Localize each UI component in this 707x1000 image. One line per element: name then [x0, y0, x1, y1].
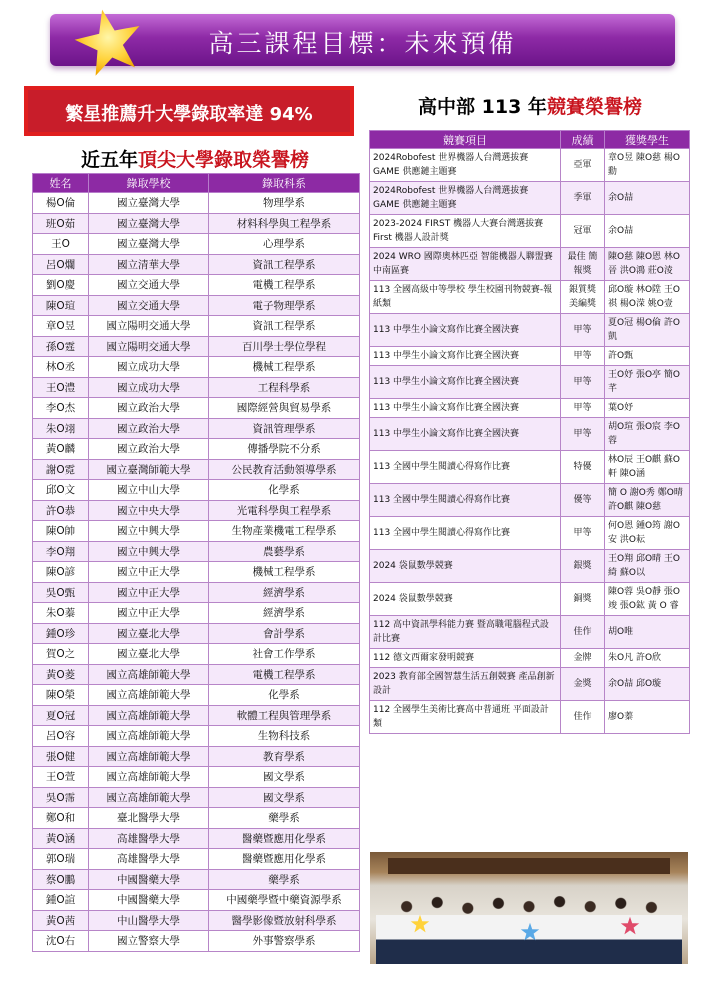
table-row	[33, 705, 360, 726]
cell-department: 藥學系	[209, 869, 360, 890]
cell-department: 傳播學院不分系	[209, 439, 360, 460]
cell-department: 百川學士學位學程	[209, 336, 360, 357]
table-row	[370, 182, 690, 215]
table-row	[370, 616, 690, 649]
page-title: 高三課程目標：未來預備	[208, 29, 517, 58]
cell-result: 甲等	[561, 366, 605, 399]
cell-result: 甲等	[561, 314, 605, 347]
cell-result: 金獎	[561, 668, 605, 701]
cell-result: 最佳 簡報獎	[561, 248, 605, 281]
cell-item: 113 中學生小論文寫作比賽全國決賽	[370, 347, 561, 366]
cell-name: 朱O翊	[33, 418, 89, 439]
cell-item: 112 高中資訊學科能力賽 暨高職電腦程式設計比賽	[370, 616, 561, 649]
table-row	[33, 439, 360, 460]
cell-result: 金牌	[561, 649, 605, 668]
cell-department: 機械工程學系	[209, 562, 360, 583]
table-row	[33, 910, 360, 931]
table-row	[370, 314, 690, 347]
cell-department: 中國藥學暨中藥資源學系	[209, 890, 360, 911]
cell-name: 鍾O諠	[33, 890, 89, 911]
photo-star-icon	[520, 922, 540, 942]
cell-result: 甲等	[561, 517, 605, 550]
cell-name: 陳O帥	[33, 521, 89, 542]
cell-result: 優等	[561, 484, 605, 517]
cell-name: 李O翔	[33, 541, 89, 562]
cell-school: 國立臺北大學	[89, 644, 209, 665]
cell-department: 農藝學系	[209, 541, 360, 562]
cell-school: 國立政治大學	[89, 398, 209, 419]
cell-department: 資訊工程學系	[209, 316, 360, 337]
cell-item: 2024Robofest 世界機器人台灣選拔賽 GAME 供應鏈主題賽	[370, 149, 561, 182]
competition-table-header	[370, 131, 690, 149]
cell-name: 陳O瑄	[33, 295, 89, 316]
cell-name: 賀O之	[33, 644, 89, 665]
cell-school: 國立中正大學	[89, 582, 209, 603]
cell-students: 陳O慈 陳O恩 林O晉 洪O鴻 莊O淩	[605, 248, 690, 281]
table-row	[33, 828, 360, 849]
table-row	[33, 685, 360, 706]
cell-department: 經濟學系	[209, 603, 360, 624]
cell-name: 朱O蓁	[33, 603, 89, 624]
table-row	[33, 746, 360, 767]
cell-department: 軟體工程與管理學系	[209, 705, 360, 726]
cell-name: 黃O菱	[33, 664, 89, 685]
cell-school: 國立陽明交通大學	[89, 316, 209, 337]
star-icon	[72, 6, 146, 78]
cell-department: 資訊管理學系	[209, 418, 360, 439]
cell-item: 113 中學生小論文寫作比賽全國決賽	[370, 366, 561, 399]
cell-department: 機械工程學系	[209, 357, 360, 378]
cell-school: 國立高雄師範大學	[89, 746, 209, 767]
cell-department: 會計學系	[209, 623, 360, 644]
cell-name: 章O昱	[33, 316, 89, 337]
cell-school: 國立警察大學	[89, 931, 209, 952]
cell-result: 冠軍	[561, 215, 605, 248]
cell-name: 黃O麟	[33, 439, 89, 460]
cell-school: 國立中央大學	[89, 500, 209, 521]
col-competition: 競賽項目	[370, 131, 561, 149]
table-row	[33, 254, 360, 275]
cell-name: 王O	[33, 234, 89, 255]
table-row	[33, 767, 360, 788]
cell-name: 李O杰	[33, 398, 89, 419]
cell-name: 鍾O珍	[33, 623, 89, 644]
admission-table	[32, 173, 360, 952]
table-row	[33, 418, 360, 439]
cell-item: 113 全國中學生閱讀心得寫作比賽	[370, 517, 561, 550]
admission-rate-box	[24, 86, 354, 136]
cell-item: 2023-2024 FIRST 機器人大賽台灣選拔賽 First 機器人設計獎	[370, 215, 561, 248]
table-row	[33, 480, 360, 501]
cell-department: 醫藥暨應用化學系	[209, 849, 360, 870]
cell-name: 夏O冠	[33, 705, 89, 726]
cell-department: 藥學系	[209, 808, 360, 829]
cell-school: 國立中興大學	[89, 521, 209, 542]
col-result: 成績	[561, 131, 605, 149]
cell-school: 國立臺灣師範大學	[89, 459, 209, 480]
cell-name: 楊O倫	[33, 193, 89, 214]
cell-school: 國立中興大學	[89, 541, 209, 562]
table-row	[33, 931, 360, 952]
cell-name: 班O茹	[33, 213, 89, 234]
table-row	[33, 213, 360, 234]
table-row	[370, 418, 690, 451]
table-row	[370, 215, 690, 248]
table-row	[33, 357, 360, 378]
cell-item: 112 全國學生美術比賽高中普通班 平面設計類	[370, 701, 561, 734]
cell-school: 國立高雄師範大學	[89, 685, 209, 706]
cell-result: 季軍	[561, 182, 605, 215]
cell-school: 國立臺灣大學	[89, 234, 209, 255]
cell-school: 國立高雄師範大學	[89, 726, 209, 747]
cell-name: 鄭O和	[33, 808, 89, 829]
cell-item: 2024 袋鼠數學競賽	[370, 583, 561, 616]
cell-department: 化學系	[209, 685, 360, 706]
competition-title-prefix: 高中部 113 年	[418, 96, 547, 118]
admission-honor-title	[60, 145, 330, 172]
table-row	[33, 336, 360, 357]
cell-department: 電子物理學系	[209, 295, 360, 316]
cell-name: 黃O茜	[33, 910, 89, 931]
cell-department: 化學系	[209, 480, 360, 501]
cell-name: 王O萱	[33, 767, 89, 788]
col-students: 獲獎學生	[605, 131, 690, 149]
cell-name: 許O恭	[33, 500, 89, 521]
cell-name: 黃O涵	[33, 828, 89, 849]
table-row	[33, 623, 360, 644]
table-row	[370, 649, 690, 668]
cell-department: 醫藥暨應用化學系	[209, 828, 360, 849]
cell-school: 中山醫學大學	[89, 910, 209, 931]
photo-star-icon	[410, 914, 430, 934]
cell-result: 特優	[561, 451, 605, 484]
table-row	[370, 550, 690, 583]
cell-school: 國立臺灣大學	[89, 193, 209, 214]
cell-result: 銀獎	[561, 550, 605, 583]
table-row	[33, 890, 360, 911]
cell-department: 社會工作學系	[209, 644, 360, 665]
cell-result: 甲等	[561, 347, 605, 366]
cell-school: 臺北醫學大學	[89, 808, 209, 829]
cell-students: 許O甄	[605, 347, 690, 366]
cell-result: 銀質獎 美編獎	[561, 281, 605, 314]
cell-name: 王O澧	[33, 377, 89, 398]
cell-item: 112 德文西爾家發明競賽	[370, 649, 561, 668]
col-school: 錄取學校	[89, 174, 209, 193]
cell-item: 2024 袋鼠數學競賽	[370, 550, 561, 583]
cell-name: 蔡O鵬	[33, 869, 89, 890]
table-row	[370, 366, 690, 399]
competition-title-highlight: 競賽榮譽榜	[546, 96, 642, 118]
cell-school: 國立臺北大學	[89, 623, 209, 644]
cell-students: 余O喆	[605, 182, 690, 215]
table-row	[33, 726, 360, 747]
table-row	[33, 521, 360, 542]
cell-item: 113 全國中學生閱讀心得寫作比賽	[370, 484, 561, 517]
photo-sign	[388, 858, 670, 874]
cell-department: 電機工程學系	[209, 664, 360, 685]
cell-item: 113 全國中學生閱讀心得寫作比賽	[370, 451, 561, 484]
admission-title-prefix: 近五年	[80, 149, 138, 171]
cell-students: 王O翔 邱O晴 王O綺 蘇O以	[605, 550, 690, 583]
table-row	[33, 275, 360, 296]
table-row	[33, 459, 360, 480]
cell-school: 國立中正大學	[89, 562, 209, 583]
admission-title-highlight: 頂尖大學錄取榮譽榜	[138, 149, 310, 171]
cell-department: 醫學影像暨放射科學系	[209, 910, 360, 931]
table-row	[33, 316, 360, 337]
table-row	[370, 248, 690, 281]
cell-school: 國立政治大學	[89, 418, 209, 439]
cell-department: 生物科技系	[209, 726, 360, 747]
table-row	[33, 295, 360, 316]
table-row	[370, 451, 690, 484]
col-department: 錄取科系	[209, 174, 360, 193]
cell-school: 國立臺灣大學	[89, 213, 209, 234]
cell-name: 張O健	[33, 746, 89, 767]
cell-school: 中國醫藥大學	[89, 869, 209, 890]
cell-students: 何O恩 鍾O筠 謝O安 洪O耘	[605, 517, 690, 550]
table-row	[33, 664, 360, 685]
table-row	[33, 582, 360, 603]
cell-department: 物理學系	[209, 193, 360, 214]
cell-students: 廖O蓁	[605, 701, 690, 734]
cell-name: 孫O霆	[33, 336, 89, 357]
cell-department: 公民教育活動領導學系	[209, 459, 360, 480]
admission-table-header	[33, 174, 360, 193]
table-row	[33, 541, 360, 562]
cell-department: 材料科學與工程學系	[209, 213, 360, 234]
cell-school: 高雄醫學大學	[89, 828, 209, 849]
table-row	[370, 517, 690, 550]
table-row	[370, 281, 690, 314]
cell-school: 國立成功大學	[89, 357, 209, 378]
cell-result: 佳作	[561, 616, 605, 649]
table-row	[33, 603, 360, 624]
cell-students: 夏O冠 楊O倫 許O凱	[605, 314, 690, 347]
table-row	[33, 644, 360, 665]
cell-department: 工程科學系	[209, 377, 360, 398]
competition-honor-title	[372, 92, 688, 119]
cell-item: 2024 WRO 國際奧林匹亞 智能機器人聯盟賽中南區賽	[370, 248, 561, 281]
cell-name: 邱O文	[33, 480, 89, 501]
cell-name: 林O丞	[33, 357, 89, 378]
cell-item: 113 中學生小論文寫作比賽全國決賽	[370, 314, 561, 347]
cell-name: 呂O爛	[33, 254, 89, 275]
table-row	[33, 398, 360, 419]
cell-students: 邱O璇 林O陞 王O祺 楊O溁 姚O壹	[605, 281, 690, 314]
cell-item: 2024Robofest 世界機器人台灣選拔賽 GAME 供應鏈主題賽	[370, 182, 561, 215]
cell-students: 胡O唯	[605, 616, 690, 649]
photo-star-icon	[620, 916, 640, 936]
table-row	[370, 668, 690, 701]
cell-school: 國立政治大學	[89, 439, 209, 460]
table-row	[33, 787, 360, 808]
cell-school: 國立高雄師範大學	[89, 787, 209, 808]
cell-school: 國立中正大學	[89, 603, 209, 624]
competition-table	[369, 130, 690, 734]
cell-students: 簡 O 謝O秀 鄭O晴 許O麒 陳O慈	[605, 484, 690, 517]
cell-school: 國立交通大學	[89, 275, 209, 296]
table-row	[33, 869, 360, 890]
cell-school: 國立成功大學	[89, 377, 209, 398]
cell-school: 國立高雄師範大學	[89, 767, 209, 788]
cell-result: 佳作	[561, 701, 605, 734]
cell-department: 心理學系	[209, 234, 360, 255]
table-row	[33, 808, 360, 829]
cell-department: 國文學系	[209, 767, 360, 788]
cell-name: 陳O榮	[33, 685, 89, 706]
cell-students: 胡O瑄 張O宸 李O蓉	[605, 418, 690, 451]
table-row	[370, 484, 690, 517]
cell-name: 謝O霓	[33, 459, 89, 480]
cell-name: 劉O慶	[33, 275, 89, 296]
cell-department: 國文學系	[209, 787, 360, 808]
table-row	[33, 377, 360, 398]
cell-school: 國立清華大學	[89, 254, 209, 275]
cell-department: 經濟學系	[209, 582, 360, 603]
cell-school: 國立陽明交通大學	[89, 336, 209, 357]
cell-item: 113 中學生小論文寫作比賽全國決賽	[370, 399, 561, 418]
table-row	[370, 399, 690, 418]
table-row	[370, 701, 690, 734]
cell-name: 沈O右	[33, 931, 89, 952]
cell-item: 2023 教育部全國智慧生活五創競賽 產品創新設計	[370, 668, 561, 701]
cell-name: 郭O瑞	[33, 849, 89, 870]
table-row	[33, 193, 360, 214]
cell-department: 生物產業機電工程學系	[209, 521, 360, 542]
cell-students: 林O辰 王O麒 蘇O軒 陳O涵	[605, 451, 690, 484]
cell-students: 余O喆 邱O璇	[605, 668, 690, 701]
table-row	[33, 234, 360, 255]
cell-item: 113 中學生小論文寫作比賽全國決賽	[370, 418, 561, 451]
cell-name: 呂O容	[33, 726, 89, 747]
cell-department: 資訊工程學系	[209, 254, 360, 275]
cell-students: 章O昱 陳O慈 楊O勳	[605, 149, 690, 182]
col-name: 姓名	[33, 174, 89, 193]
cell-school: 國立交通大學	[89, 295, 209, 316]
cell-school: 高雄醫學大學	[89, 849, 209, 870]
cell-department: 電機工程學系	[209, 275, 360, 296]
cell-students: 朱O凡 許O欣	[605, 649, 690, 668]
table-row	[370, 347, 690, 366]
group-photo	[370, 852, 688, 964]
cell-department: 光電科學與工程學系	[209, 500, 360, 521]
cell-students: 葉O妤	[605, 399, 690, 418]
cell-department: 國際經營與貿易學系	[209, 398, 360, 419]
table-row	[370, 583, 690, 616]
cell-result: 銅獎	[561, 583, 605, 616]
table-row	[370, 149, 690, 182]
cell-students: 陳O蓉 吳O靜 張O竣 張O鈜 黃 O 睿	[605, 583, 690, 616]
cell-department: 外事警察學系	[209, 931, 360, 952]
table-row	[33, 562, 360, 583]
cell-item: 113 全國高級中等學校 學生校園刊物競賽-報紙類	[370, 281, 561, 314]
cell-name: 陳O諺	[33, 562, 89, 583]
cell-students: 王O妤 張O亭 簡O芊	[605, 366, 690, 399]
cell-name: 吳O霈	[33, 787, 89, 808]
cell-students: 余O喆	[605, 215, 690, 248]
table-row	[33, 849, 360, 870]
cell-school: 國立中山大學	[89, 480, 209, 501]
cell-result: 亞軍	[561, 149, 605, 182]
cell-department: 教育學系	[209, 746, 360, 767]
cell-school: 國立高雄師範大學	[89, 664, 209, 685]
cell-school: 國立高雄師範大學	[89, 705, 209, 726]
table-row	[33, 500, 360, 521]
cell-name: 吳O甄	[33, 582, 89, 603]
cell-school: 中國醫藥大學	[89, 890, 209, 911]
cell-result: 甲等	[561, 399, 605, 418]
admission-rate-text: 繁星推薦升大學錄取率達 94%	[65, 104, 313, 125]
cell-result: 甲等	[561, 418, 605, 451]
